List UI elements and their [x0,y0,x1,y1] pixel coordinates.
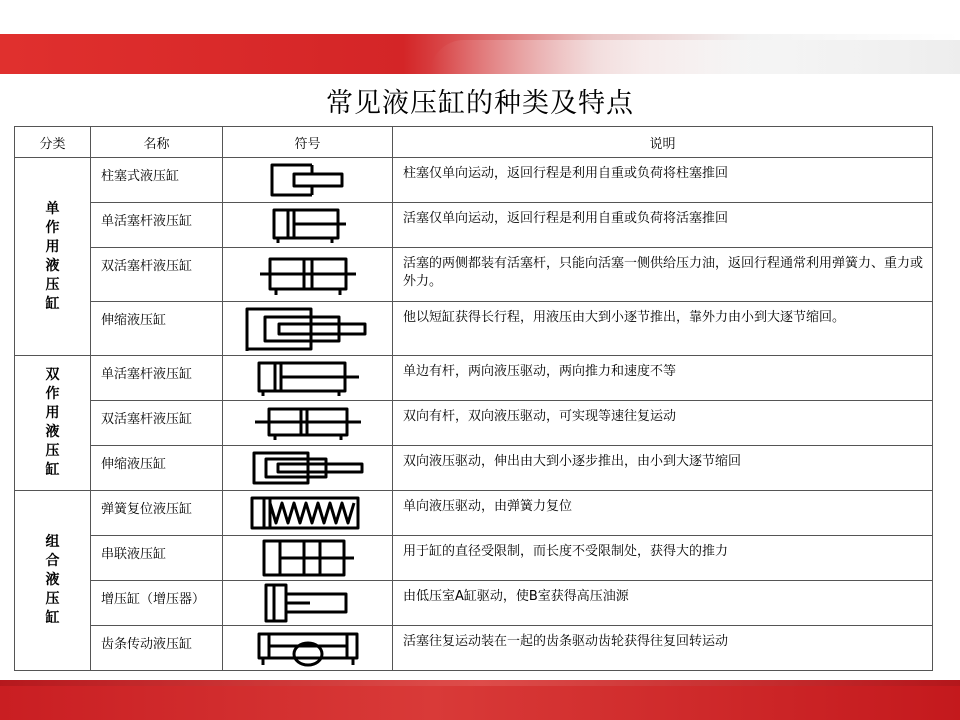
category-combined: 组合液压缸 [15,491,91,671]
table-row [15,401,933,446]
table-row [15,356,933,401]
row-name: 柱塞式液压缸 [91,158,223,203]
row-description: 用于缸的直径受限制，而长度不受限制处，获得大的推力 [393,536,933,581]
row-description: 由低压室A缸驱动，使B室获得高压油源 [393,581,933,626]
header-symbol: 符号 [223,127,393,158]
row-description: 单向液压驱动，由弹簧力复位 [393,491,933,536]
row-name: 增压缸（增压器） [91,581,223,626]
row-name: 串联液压缸 [91,536,223,581]
row-description: 单边有杆，两向液压驱动，两向推力和速度不等 [393,356,933,401]
booster-cylinder-icon [223,581,393,626]
telescopic-cylinder-icon [223,302,393,356]
row-name: 弹簧复位液压缸 [91,491,223,536]
row-name: 双活塞杆液压缸 [91,248,223,302]
double-rod-cylinder-icon [223,248,393,302]
row-description: 活塞往复运动装在一起的齿条驱动齿轮获得往复回转运动 [393,626,933,671]
row-name: 齿条传动液压缸 [91,626,223,671]
table-row [15,491,933,536]
row-description: 他以短缸获得长行程，用液压由大到小逐节推出，靠外力由小到大逐节缩回。 [393,302,933,356]
telescopic-cylinder-icon [223,446,393,491]
table-row [15,581,933,626]
row-description: 活塞仅单向运动，返回行程是利用自重或负荷将活塞推回 [393,203,933,248]
double-rod-cylinder-icon [223,401,393,446]
tandem-cylinder-icon [223,536,393,581]
table-row [15,536,933,581]
table-row [15,203,933,248]
row-description: 双向有杆，双向液压驱动，可实现等速往复运动 [393,401,933,446]
row-description: 柱塞仅单向运动，返回行程是利用自重或负荷将柱塞推回 [393,158,933,203]
cylinder-types-table [14,126,933,671]
row-description: 活塞的两侧都装有活塞杆，只能向活塞一侧供给压力油，返回行程通常利用弹簧力、重力或外力。 [393,248,933,302]
header-name: 名称 [91,127,223,158]
table-row [15,626,933,671]
row-name: 单活塞杆液压缸 [91,356,223,401]
header-description: 说明 [393,127,933,158]
spring-return-cylinder-icon [223,491,393,536]
table-row [15,446,933,491]
table-row [15,158,933,203]
category-double-acting: 双作用液压缸 [15,356,91,491]
row-name: 双活塞杆液压缸 [91,401,223,446]
table-header-row [15,127,933,158]
single-rod-cylinder-icon [223,356,393,401]
header-decor-sheen [430,40,960,74]
footer-decor-band [0,680,960,720]
single-rod-cylinder-icon [223,203,393,248]
row-description: 双向液压驱动，伸出由大到小逐步推出，由小到大逐节缩回 [393,446,933,491]
category-single-acting: 单作用液压缸 [15,158,91,356]
page-title: 常见液压缸的种类及特点 [326,88,634,119]
table-row [15,248,933,302]
row-name: 伸缩液压缸 [91,302,223,356]
row-name: 伸缩液压缸 [91,446,223,491]
table-row [15,302,933,356]
header-category: 分类 [15,127,91,158]
plunger-cylinder-icon [223,158,393,203]
row-name: 单活塞杆液压缸 [91,203,223,248]
rack-drive-cylinder-icon [223,626,393,671]
